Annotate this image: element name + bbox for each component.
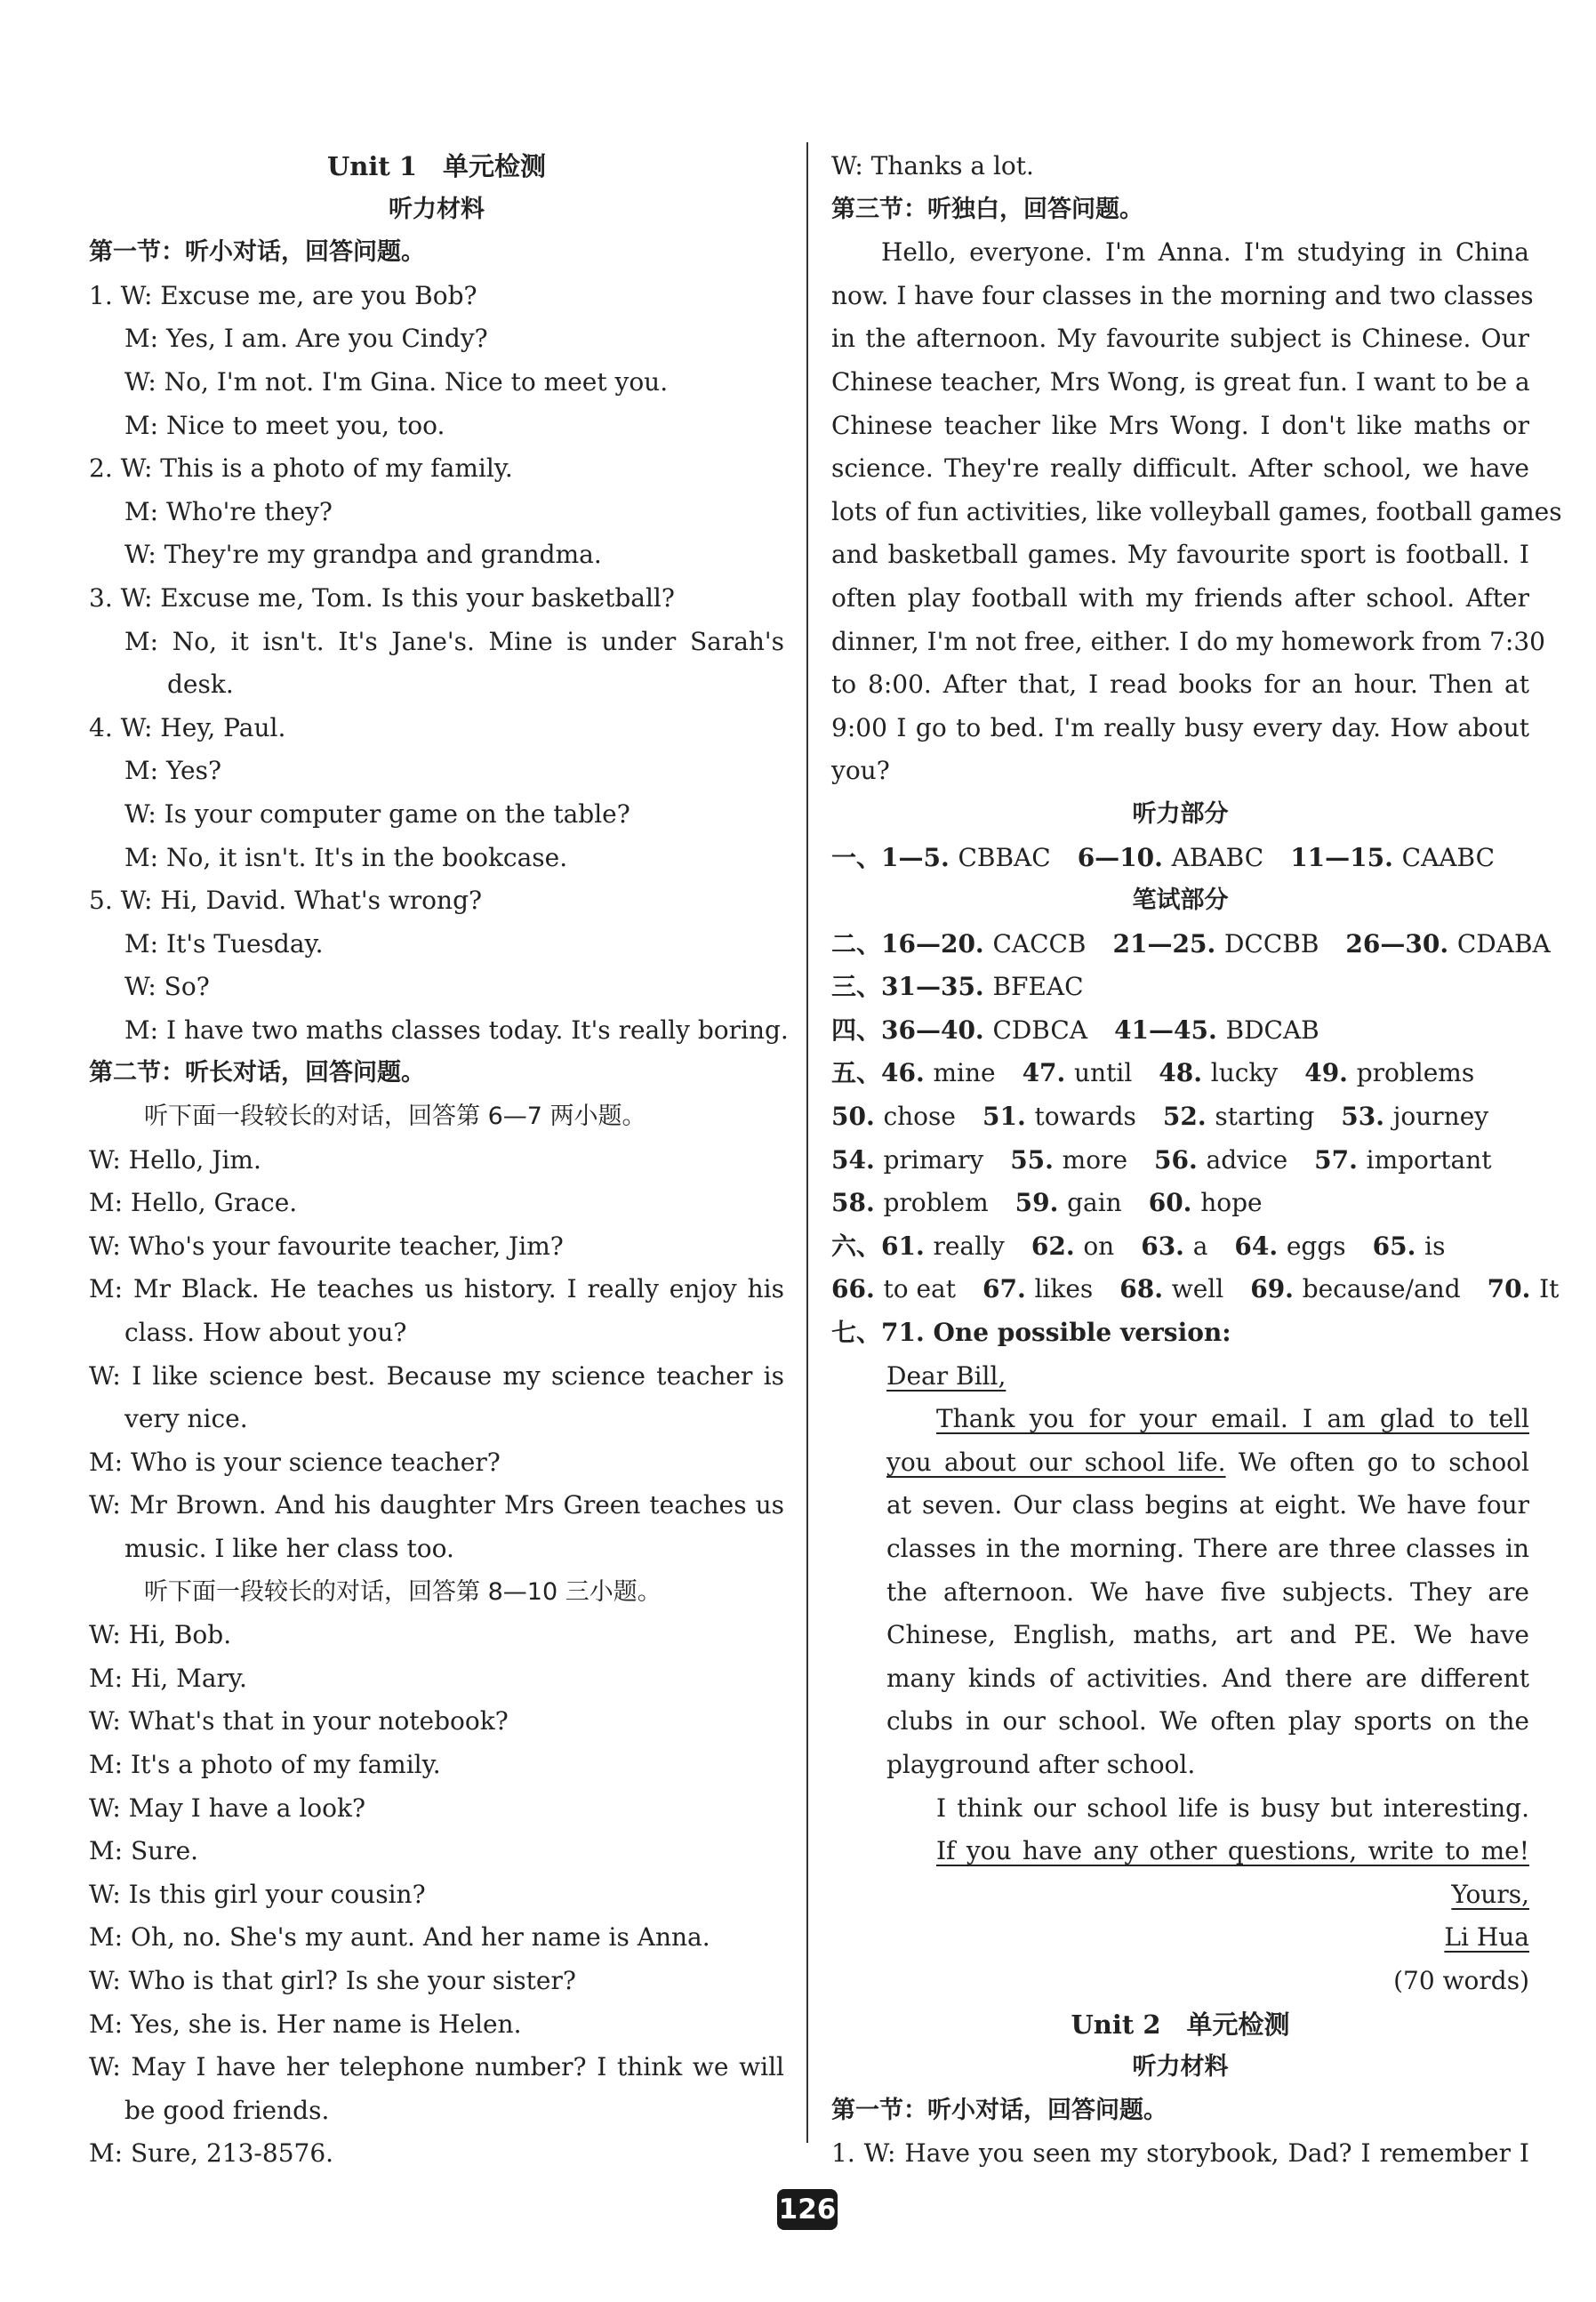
right-column (831, 145, 1562, 2176)
text-line: desk. (167, 670, 234, 700)
text-line: M: I have two maths classes today. It's really boring. (124, 1015, 789, 1045)
answer-number: 五、46. (831, 1058, 934, 1088)
answer-value: ABABC (1171, 842, 1264, 872)
answer-item (1234, 1225, 1345, 1269)
text-line: Chinese teacher, Mrs Wong, is great fun. I want to be a (831, 366, 1530, 397)
answer-number: 62. (1031, 1231, 1084, 1261)
answer-item (1114, 1009, 1319, 1053)
answer-value: likes (1034, 1274, 1094, 1304)
text-line: playground after school. (886, 1749, 1196, 1779)
text-line: W: No, I'm not. I'm Gina. Nice to meet you. (124, 366, 669, 397)
text-line: W: Is your computer game on the table? (124, 798, 630, 829)
answer-value: problems (1356, 1058, 1475, 1088)
answer-item (1023, 1052, 1133, 1095)
text-line: to 8:00. After that, I read books for an hour. Then at (831, 670, 1529, 700)
answer-value: journey (1392, 1102, 1489, 1132)
answer-number: 65. (1372, 1231, 1425, 1261)
answer-value: lucky (1210, 1058, 1279, 1088)
answer-value: chose (883, 1102, 956, 1132)
answer-value: towards (1034, 1102, 1136, 1132)
answer-value: more (1062, 1144, 1128, 1175)
answer-item (982, 1095, 1136, 1139)
text-line: W: Who is that girl? Is she your sister? (89, 1965, 576, 1995)
section-heading: 听力材料 (1132, 2053, 1229, 2081)
answer-value: BDCAB (1225, 1015, 1319, 1045)
answer-value: mine (933, 1058, 996, 1088)
answer-number: 59. (1015, 1188, 1068, 1218)
answer-item (1113, 923, 1319, 967)
text-line: and basketball games. My favourite sport is football. I (831, 540, 1529, 570)
text-line: Chinese, English, maths, art and PE. We have (886, 1620, 1529, 1650)
answer-item (831, 1268, 956, 1311)
answer-item (1010, 1139, 1127, 1183)
answer-number: 58. (831, 1188, 884, 1218)
text-line: lots of fun activities, like volleyball games, football games (831, 496, 1562, 526)
text-line: Li Hua (1444, 1922, 1529, 1953)
answer-item (831, 966, 1084, 1009)
text-line: M: Sure, 213-8576. (89, 2138, 334, 2169)
answer-value: gain (1067, 1188, 1122, 1218)
answer-line (831, 1268, 1560, 1311)
answer-number: 64. (1234, 1231, 1287, 1261)
answer-item (982, 1268, 1093, 1311)
text-line: you? (831, 756, 890, 786)
answer-item (831, 1052, 996, 1095)
text-line: 1. W: Excuse me, are you Bob? (89, 280, 477, 310)
text-line: M: No, it isn't. It's Jane's. Mine is under Sarah's (124, 626, 784, 656)
answer-number: 63. (1141, 1231, 1193, 1261)
text-line: be good friends. (124, 2095, 330, 2125)
text-line: W: May I have a look? (89, 1793, 365, 1823)
answer-number: 二、16—20. (831, 928, 993, 958)
answer-line (831, 1052, 1529, 1095)
text-line: W: Is this girl your cousin? (89, 1879, 426, 1909)
text-line: W: Thanks a lot. (831, 151, 1034, 180)
answer-value: CACCB (992, 928, 1087, 958)
answer-number: 49. (1304, 1058, 1357, 1088)
answer-item (1149, 1182, 1263, 1225)
left-column (89, 145, 789, 2176)
text-line: W: Hi, Bob. (89, 1620, 232, 1650)
answer-number: 26—30. (1345, 928, 1457, 958)
text-line: W: I like science best. Because my science teacher is (89, 1360, 784, 1391)
answer-number: 53. (1341, 1102, 1393, 1132)
answer-item (831, 1182, 989, 1225)
answer-number: 52. (1162, 1102, 1215, 1132)
answer-item (1345, 923, 1550, 967)
text-line: very nice. (124, 1404, 248, 1434)
answer-value: CBBAC (958, 842, 1051, 872)
answer-item (1314, 1139, 1491, 1183)
text-line: 5. W: Hi, David. What's wrong? (89, 886, 483, 916)
unit-title: Unit 2 单元检测 (1071, 2009, 1290, 2040)
answer-item (1163, 1095, 1314, 1139)
text-line: classes in the morning. There are three classes in (886, 1534, 1529, 1563)
answer-item (831, 1139, 983, 1183)
text-line: M: Who is your science teacher? (89, 1447, 501, 1477)
answer-number: 21—25. (1112, 928, 1224, 958)
answer-value: a (1192, 1231, 1208, 1261)
answer-value: It (1539, 1274, 1560, 1304)
text-line: Hello, everyone. I'm Anna. I'm studying in China (881, 237, 1529, 268)
answer-value: important (1366, 1144, 1492, 1175)
text-line: M: Mr Black. He teaches us history. I really enjoy his (89, 1274, 784, 1304)
text-line: at seven. Our class begins at eight. We have four (886, 1490, 1529, 1520)
section-heading: 第一节：听小对话，回答问题。 (831, 2096, 1167, 2124)
section-heading: 第二节：听长对话，回答问题。 (89, 1059, 425, 1087)
answer-number: 66. (831, 1274, 884, 1304)
text-line: W: Hello, Jim. (89, 1144, 261, 1175)
text-line: M: It's a photo of my family. (89, 1749, 441, 1779)
answer-value: advice (1206, 1144, 1288, 1175)
text-line: M: Hi, Mary. (89, 1663, 247, 1693)
answer-item (831, 837, 1051, 880)
text-line: Chinese teacher like Mrs Wong. I don't like maths or (831, 410, 1529, 440)
section-heading: 笔试部分 (1132, 886, 1229, 915)
answer-value: DCCBB (1223, 928, 1319, 958)
section-heading: 第三节：听独白，回答问题。 (831, 195, 1143, 223)
text-line: W: Mr Brown. And his daughter Mrs Green teaches us (89, 1490, 784, 1520)
text-line: science. They're really difficult. After school, we have (831, 453, 1529, 484)
answer-number: 47. (1022, 1058, 1075, 1088)
answer-value: eggs (1286, 1231, 1346, 1261)
text-line: M: Who're they? (124, 496, 333, 526)
answer-item (1141, 1225, 1207, 1269)
text-line: M: Hello, Grace. (89, 1188, 298, 1218)
text-line: Dear Bill, (886, 1360, 1007, 1391)
answer-number: 11—15. (1290, 842, 1402, 872)
answer-item (831, 1095, 956, 1139)
answer-value: CDABA (1456, 928, 1551, 958)
page-number: 126 (777, 2189, 838, 2230)
answer-line (831, 1182, 1529, 1225)
answer-number: 68. (1119, 1274, 1172, 1304)
answer-item (1119, 1268, 1223, 1311)
answer-item (831, 923, 1087, 967)
answer-number: 41—45. (1114, 1015, 1226, 1045)
text-line: now. I have four classes in the morning and two classes (831, 280, 1534, 310)
answer-item (1373, 1225, 1446, 1269)
text-line: often play football with my friends after school. After (831, 582, 1529, 613)
answer-number: 57. (1314, 1144, 1367, 1175)
answer-number: 54. (831, 1144, 884, 1175)
text-line: music. I like her class too. (124, 1534, 454, 1563)
text-line: 2. W: This is a photo of my family. (89, 453, 513, 484)
text-line: W: Who's your favourite teacher, Jim? (89, 1231, 564, 1261)
text-line: W: What's that in your notebook? (89, 1706, 509, 1737)
answer-value: CAABC (1401, 842, 1496, 872)
answer-value: primary (883, 1144, 984, 1175)
text-line: M: Oh, no. She's my aunt. And her name is Anna. (89, 1922, 710, 1953)
text-line: clubs in our school. We often play sports on the (886, 1706, 1529, 1737)
answer-value: starting (1215, 1102, 1315, 1132)
answer-value: hope (1200, 1188, 1263, 1218)
text-line: M: Sure. (89, 1836, 199, 1866)
answer-item (831, 1225, 1005, 1269)
answer-item (1154, 1139, 1287, 1183)
answer-value: CDBCA (992, 1015, 1088, 1045)
text-line: 听下面一段较长的对话，回答第 6—7 两小题。 (144, 1103, 646, 1131)
answer-value: because/and (1302, 1274, 1461, 1304)
text-line: 七、71. One possible version: (831, 1318, 1231, 1348)
answer-number: 六、61. (831, 1231, 934, 1261)
answer-number: 48. (1159, 1058, 1211, 1088)
answer-item (831, 1009, 1087, 1053)
answer-item (1488, 1268, 1560, 1311)
text-line: M: Yes? (124, 756, 222, 786)
text-line: the afternoon. We have five subjects. They are (886, 1576, 1529, 1607)
text-line: you about our school life. We often go to school (886, 1447, 1529, 1477)
text-line: M: Nice to meet you, too. (124, 410, 445, 440)
text-line: Thank you for your email. I am glad to tell (936, 1404, 1529, 1434)
text-line: W: May I have her telephone number? I think we will (89, 2052, 784, 2082)
answer-value: until (1074, 1058, 1133, 1088)
answer-value: to eat (883, 1274, 956, 1304)
answer-line (831, 966, 1529, 1009)
answer-value: well (1171, 1274, 1224, 1304)
section-heading: 听力材料 (389, 195, 485, 223)
answer-line (831, 1095, 1529, 1139)
text-line: I think our school life is busy but interesting. (936, 1793, 1529, 1823)
answer-value: on (1083, 1231, 1115, 1261)
text-line: If you have any other questions, write to me! (936, 1836, 1529, 1866)
text-line: 9:00 I go to bed. I'm really busy every day. How about (831, 712, 1529, 742)
answer-item (1159, 1052, 1278, 1095)
text-line: Yours, (1451, 1879, 1529, 1909)
text-line: 1. W: Have you seen my storybook, Dad? I remember I (831, 2138, 1529, 2169)
section-heading: 第一节：听小对话，回答问题。 (89, 238, 425, 267)
text-line: M: No, it isn't. It's in the bookcase. (124, 842, 568, 872)
text-line: M: It's Tuesday. (124, 928, 324, 958)
answer-item (1250, 1268, 1460, 1311)
answer-number: 50. (831, 1102, 884, 1132)
text-line: M: Yes, she is. Her name is Helen. (89, 2009, 522, 2039)
answer-line (831, 1225, 1529, 1269)
answer-value: BFEAC (992, 972, 1084, 1002)
answer-number: 四、36—40. (831, 1015, 993, 1045)
answer-number: 三、31—35. (831, 972, 993, 1002)
answer-number: 6—10. (1077, 842, 1172, 872)
text-line: in the afternoon. My favourite subject is Chinese. Our (831, 324, 1529, 354)
answer-item (1290, 837, 1495, 880)
text-line: dinner, I'm not free, either. I do my homework from 7:30 (831, 626, 1545, 656)
text-line: W: So? (124, 972, 210, 1002)
text-line: 3. W: Excuse me, Tom. Is this your basketball? (89, 582, 675, 613)
answer-line (831, 923, 1551, 967)
text-line: 听下面一段较长的对话，回答第 8—10 三小题。 (144, 1577, 662, 1606)
answer-number: 51. (982, 1102, 1035, 1132)
answer-number: 55. (1010, 1144, 1063, 1175)
answer-item (1341, 1095, 1488, 1139)
text-line: (70 words) (1393, 1965, 1529, 1995)
answer-line (831, 1009, 1529, 1053)
answer-number: 69. (1250, 1274, 1303, 1304)
text-line: many kinds of activities. And there are different (886, 1663, 1529, 1693)
text-line: M: Yes, I am. Are you Cindy? (124, 324, 488, 354)
answer-number: 一、1—5. (831, 842, 958, 872)
answer-item (1015, 1182, 1122, 1225)
section-heading: 听力部分 (1132, 799, 1229, 828)
text-line: W: They're my grandpa and grandma. (124, 540, 602, 570)
answer-value: problem (883, 1188, 989, 1218)
answer-item (1031, 1225, 1114, 1269)
answer-item (1304, 1052, 1474, 1095)
answer-number: 56. (1154, 1144, 1207, 1175)
answer-item (1078, 837, 1264, 880)
answer-line (831, 837, 1529, 880)
answer-number: 60. (1148, 1188, 1201, 1218)
text-line: 4. W: Hey, Paul. (89, 712, 286, 742)
answer-line (831, 1139, 1529, 1183)
column-divider (806, 142, 808, 2143)
answer-number: 67. (982, 1274, 1035, 1304)
text-line: class. How about you? (124, 1318, 407, 1348)
answer-value: is (1424, 1231, 1446, 1261)
answer-number: 70. (1487, 1274, 1540, 1304)
unit-title: Unit 1 单元检测 (326, 151, 547, 181)
answer-value: really (933, 1231, 1005, 1261)
